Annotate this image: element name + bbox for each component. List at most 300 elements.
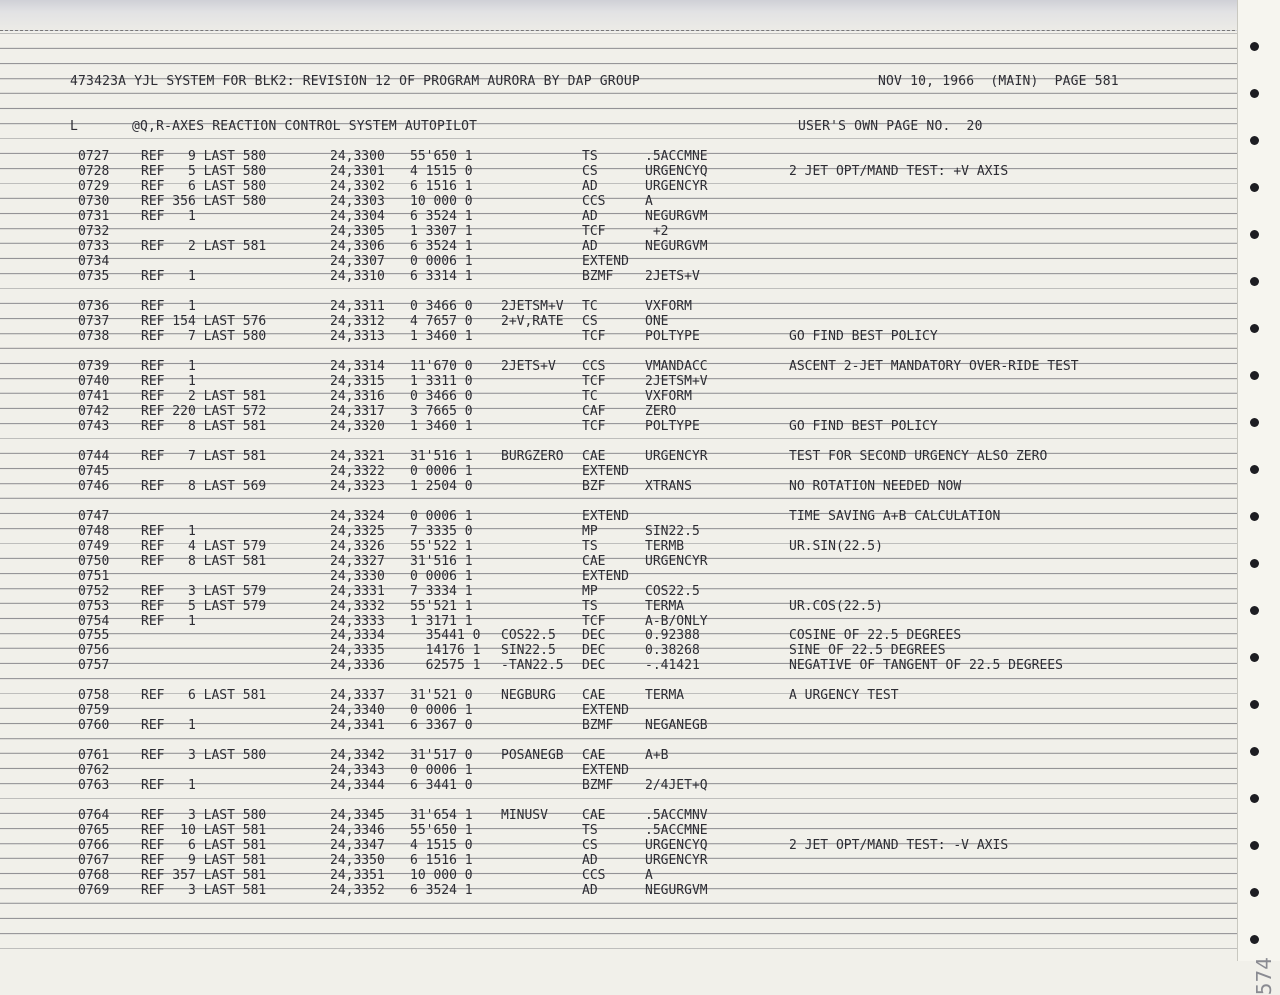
listing-line xyxy=(0,688,1240,703)
comment: TIME SAVING A+B CALCULATION xyxy=(789,509,1001,524)
reference: REF 4 LAST 579 xyxy=(141,539,267,554)
address: 24,3302 xyxy=(330,179,385,194)
operand: ZERO xyxy=(645,404,677,419)
symbol-label: POSANEGB xyxy=(501,748,564,763)
octal-word: 55'650 1 xyxy=(410,823,473,838)
operand: URGENCYQ xyxy=(645,164,708,179)
listing-line xyxy=(0,179,1240,194)
opcode: CS xyxy=(582,838,598,853)
line-number: 0728 xyxy=(78,164,110,179)
opcode: TC xyxy=(582,299,598,314)
feed-hole xyxy=(1250,277,1259,286)
opcode: CAF xyxy=(582,404,606,419)
reference: REF 1 xyxy=(141,374,196,389)
octal-word: 1 3171 1 xyxy=(410,614,473,629)
opcode: TCF xyxy=(582,374,606,389)
address: 24,3332 xyxy=(330,599,385,614)
symbol-label: 2JETS+V xyxy=(501,359,556,374)
listing-line xyxy=(0,763,1240,778)
octal-word: 6 3524 1 xyxy=(410,239,473,254)
comment: A URGENCY TEST xyxy=(789,688,899,703)
comment: COSINE OF 22.5 DEGREES xyxy=(789,628,962,643)
opcode: CS xyxy=(582,314,598,329)
octal-word: 62575 1 xyxy=(410,658,481,673)
page-header-right: NOV 10, 1966 (MAIN) PAGE 581 xyxy=(878,74,1119,89)
listing-line xyxy=(0,584,1240,599)
feed-hole xyxy=(1250,935,1259,944)
octal-word: 1 2504 0 xyxy=(410,479,473,494)
octal-word: 0 0006 1 xyxy=(410,703,473,718)
operand: +2 xyxy=(645,224,669,239)
comment: NO ROTATION NEEDED NOW xyxy=(789,479,962,494)
reference: REF 357 LAST 581 xyxy=(141,868,267,883)
reference: REF 10 LAST 581 xyxy=(141,823,267,838)
listing-line xyxy=(0,748,1240,763)
address: 24,3317 xyxy=(330,404,385,419)
octal-word: 4 7657 0 xyxy=(410,314,473,329)
operand: A-B/ONLY xyxy=(645,614,708,629)
listing-line xyxy=(0,224,1240,239)
feed-hole xyxy=(1250,841,1259,850)
octal-word: 6 3524 1 xyxy=(410,209,473,224)
feed-hole xyxy=(1250,42,1259,51)
address: 24,3341 xyxy=(330,718,385,733)
paper-top-edge xyxy=(0,0,1240,31)
listing-line xyxy=(0,329,1240,344)
feed-hole xyxy=(1250,606,1259,615)
comment: 2 JET OPT/MAND TEST: +V AXIS xyxy=(789,164,1009,179)
opcode: TCF xyxy=(582,329,606,344)
octal-word: 11'670 0 xyxy=(410,359,473,374)
line-number: 0736 xyxy=(78,299,110,314)
feed-hole xyxy=(1250,89,1259,98)
line-number: 0765 xyxy=(78,823,110,838)
listing-line xyxy=(0,643,1240,658)
listing-line xyxy=(0,554,1240,569)
octal-word: 6 3314 1 xyxy=(410,269,473,284)
opcode: CAE xyxy=(582,748,606,763)
reference: REF 6 LAST 580 xyxy=(141,179,267,194)
listing-line xyxy=(0,314,1240,329)
octal-word: 55'522 1 xyxy=(410,539,473,554)
listing-line xyxy=(0,599,1240,614)
octal-word: 31'516 1 xyxy=(410,449,473,464)
listing-line xyxy=(0,718,1240,733)
operand: XTRANS xyxy=(645,479,692,494)
listing-line xyxy=(0,479,1240,494)
feed-hole xyxy=(1250,418,1259,427)
listing-line xyxy=(0,823,1240,838)
feed-hole xyxy=(1250,653,1259,662)
octal-word: 3 7665 0 xyxy=(410,404,473,419)
address: 24,3314 xyxy=(330,359,385,374)
opcode: BZMF xyxy=(582,778,614,793)
opcode: TCF xyxy=(582,224,606,239)
listing-line xyxy=(0,464,1240,479)
line-number: 0758 xyxy=(78,688,110,703)
address: 24,3321 xyxy=(330,449,385,464)
reference: REF 7 LAST 581 xyxy=(141,449,267,464)
operand: POLTYPE xyxy=(645,329,700,344)
address: 24,3330 xyxy=(330,569,385,584)
opcode: TCF xyxy=(582,419,606,434)
symbol-label: 2JETSM+V xyxy=(501,299,564,314)
listing-line xyxy=(0,374,1240,389)
reference: REF 6 LAST 581 xyxy=(141,838,267,853)
listing-line xyxy=(0,209,1240,224)
section-title: @Q,R-AXES REACTION CONTROL SYSTEM AUTOPILOT xyxy=(132,119,478,134)
opcode: DEC xyxy=(582,658,606,673)
line-number: 0733 xyxy=(78,239,110,254)
opcode: AD xyxy=(582,179,598,194)
line-number: 0760 xyxy=(78,718,110,733)
octal-word: 0 0006 1 xyxy=(410,509,473,524)
line-number: 0759 xyxy=(78,703,110,718)
octal-word: 0 0006 1 xyxy=(410,464,473,479)
line-number: 0740 xyxy=(78,374,110,389)
address: 24,3345 xyxy=(330,808,385,823)
operand: NEGURGVM xyxy=(645,209,708,224)
comment: UR.SIN(22.5) xyxy=(789,539,883,554)
address: 24,3343 xyxy=(330,763,385,778)
address: 24,3340 xyxy=(330,703,385,718)
operand: TERMA xyxy=(645,688,685,703)
reference: REF 3 LAST 581 xyxy=(141,883,267,898)
operand: 2/4JET+Q xyxy=(645,778,708,793)
listing-line xyxy=(0,853,1240,868)
address: 24,3346 xyxy=(330,823,385,838)
reference: REF 1 xyxy=(141,778,196,793)
reference: REF 1 xyxy=(141,718,196,733)
operand: 0.92388 xyxy=(645,628,700,643)
opcode: BZMF xyxy=(582,718,614,733)
octal-word: 31'516 1 xyxy=(410,554,473,569)
address: 24,3305 xyxy=(330,224,385,239)
line-number: 0756 xyxy=(78,643,110,658)
address: 24,3337 xyxy=(330,688,385,703)
opcode: TS xyxy=(582,149,598,164)
operand: VMANDACC xyxy=(645,359,708,374)
opcode: CCS xyxy=(582,868,606,883)
line-number: 0743 xyxy=(78,419,110,434)
opcode: MP xyxy=(582,524,598,539)
operand: NEGURGVM xyxy=(645,239,708,254)
listing-line xyxy=(0,449,1240,464)
line-number: 0747 xyxy=(78,509,110,524)
address: 24,3335 xyxy=(330,643,385,658)
octal-word: 4 1515 0 xyxy=(410,164,473,179)
address: 24,3331 xyxy=(330,584,385,599)
reference: REF 5 LAST 580 xyxy=(141,164,267,179)
opcode: CAE xyxy=(582,688,606,703)
address: 24,3320 xyxy=(330,419,385,434)
feed-hole xyxy=(1250,700,1259,709)
reference: REF 356 LAST 580 xyxy=(141,194,267,209)
address: 24,3326 xyxy=(330,539,385,554)
line-number: 0751 xyxy=(78,569,110,584)
comment: SINE OF 22.5 DEGREES xyxy=(789,643,946,658)
tractor-feed-strip xyxy=(1237,0,1280,995)
operand: .5ACCMNV xyxy=(645,808,708,823)
listing-line xyxy=(0,658,1240,673)
address: 24,3347 xyxy=(330,838,385,853)
opcode: TC xyxy=(582,389,598,404)
reference: REF 1 xyxy=(141,614,196,629)
octal-word: 1 3311 0 xyxy=(410,374,473,389)
listing-line xyxy=(0,883,1240,898)
octal-word: 0 0006 1 xyxy=(410,254,473,269)
listing-line xyxy=(0,164,1240,179)
feed-hole xyxy=(1250,371,1259,380)
address: 24,3312 xyxy=(330,314,385,329)
octal-word: 31'517 0 xyxy=(410,748,473,763)
opcode: CAE xyxy=(582,808,606,823)
section-marker: L xyxy=(70,119,79,134)
listing-line xyxy=(0,239,1240,254)
symbol-label: SIN22.5 xyxy=(501,643,556,658)
octal-word: 10 000 0 xyxy=(410,194,473,209)
listing-line xyxy=(0,269,1240,284)
symbol-label: NEGBURG xyxy=(501,688,556,703)
operand: URGENCYR xyxy=(645,449,708,464)
operand: TERMA xyxy=(645,599,685,614)
address: 24,3307 xyxy=(330,254,385,269)
address: 24,3327 xyxy=(330,554,385,569)
feed-hole xyxy=(1250,324,1259,333)
operand: VXFORM xyxy=(645,389,692,404)
comment: NEGATIVE OF TANGENT OF 22.5 DEGREES xyxy=(789,658,1063,673)
octal-word: 4 1515 0 xyxy=(410,838,473,853)
opcode: AD xyxy=(582,853,598,868)
operand: URGENCYR xyxy=(645,853,708,868)
listing-line xyxy=(0,404,1240,419)
opcode: TCF xyxy=(582,614,606,629)
octal-word: 55'521 1 xyxy=(410,599,473,614)
line-number: 0737 xyxy=(78,314,110,329)
address: 24,3304 xyxy=(330,209,385,224)
address: 24,3300 xyxy=(330,149,385,164)
symbol-label: COS22.5 xyxy=(501,628,556,643)
opcode: CAE xyxy=(582,449,606,464)
opcode: MP xyxy=(582,584,598,599)
listing-line xyxy=(0,419,1240,434)
reference: REF 1 xyxy=(141,524,196,539)
octal-word: 6 3524 1 xyxy=(410,883,473,898)
line-number: 0755 xyxy=(78,628,110,643)
opcode: TS xyxy=(582,539,598,554)
symbol-label: BURGZERO xyxy=(501,449,564,464)
address: 24,3313 xyxy=(330,329,385,344)
octal-word: 55'650 1 xyxy=(410,149,473,164)
feed-hole xyxy=(1250,559,1259,568)
line-number: 0735 xyxy=(78,269,110,284)
listing-line xyxy=(0,149,1240,164)
operand: ONE xyxy=(645,314,669,329)
reference: REF 1 xyxy=(141,359,196,374)
reference: REF 7 LAST 580 xyxy=(141,329,267,344)
listing-line xyxy=(0,808,1240,823)
operand: COS22.5 xyxy=(645,584,700,599)
address: 24,3306 xyxy=(330,239,385,254)
line-number: 0734 xyxy=(78,254,110,269)
address: 24,3301 xyxy=(330,164,385,179)
line-number: 0762 xyxy=(78,763,110,778)
opcode: CCS xyxy=(582,359,606,374)
comment: 2 JET OPT/MAND TEST: -V AXIS xyxy=(789,838,1009,853)
reference: REF 220 LAST 572 xyxy=(141,404,267,419)
opcode: EXTEND xyxy=(582,509,629,524)
listing-line xyxy=(0,778,1240,793)
page-header-left: 473423A YJL SYSTEM FOR BLK2: REVISION 12 OF PROGRAM AURORA BY DAP GROUP xyxy=(70,74,640,89)
address: 24,3316 xyxy=(330,389,385,404)
opcode: AD xyxy=(582,209,598,224)
line-number: 0727 xyxy=(78,149,110,164)
reference: REF 3 LAST 580 xyxy=(141,748,267,763)
operand: SIN22.5 xyxy=(645,524,700,539)
opcode: BZMF xyxy=(582,269,614,284)
reference: REF 3 LAST 580 xyxy=(141,808,267,823)
reference: REF 2 LAST 581 xyxy=(141,239,267,254)
octal-word: 6 1516 1 xyxy=(410,853,473,868)
line-number: 0757 xyxy=(78,658,110,673)
symbol-label: MINUSV xyxy=(501,808,548,823)
line-number: 0731 xyxy=(78,209,110,224)
address: 24,3323 xyxy=(330,479,385,494)
opcode: AD xyxy=(582,239,598,254)
address: 24,3342 xyxy=(330,748,385,763)
operand: NEGURGVM xyxy=(645,883,708,898)
address: 24,3350 xyxy=(330,853,385,868)
line-number: 0767 xyxy=(78,853,110,868)
comment: TEST FOR SECOND URGENCY ALSO ZERO xyxy=(789,449,1048,464)
reference: REF 1 xyxy=(141,299,196,314)
symbol-label: 2+V,RATE xyxy=(501,314,564,329)
line-number: 0742 xyxy=(78,404,110,419)
feed-hole xyxy=(1250,747,1259,756)
listing-line xyxy=(0,614,1240,629)
line-number: 0729 xyxy=(78,179,110,194)
octal-word: 0 0006 1 xyxy=(410,569,473,584)
reference: REF 6 LAST 581 xyxy=(141,688,267,703)
opcode: EXTEND xyxy=(582,763,629,778)
operand: A xyxy=(645,194,653,209)
address: 24,3352 xyxy=(330,883,385,898)
line-number: 0749 xyxy=(78,539,110,554)
comment: ASCENT 2-JET MANDATORY OVER-RIDE TEST xyxy=(789,359,1079,374)
feed-hole xyxy=(1250,183,1259,192)
opcode: DEC xyxy=(582,628,606,643)
opcode: TS xyxy=(582,823,598,838)
line-number: 0763 xyxy=(78,778,110,793)
feed-hole xyxy=(1250,512,1259,521)
listing-line xyxy=(0,628,1240,643)
reference: REF 8 LAST 569 xyxy=(141,479,267,494)
address: 24,3333 xyxy=(330,614,385,629)
line-number: 0744 xyxy=(78,449,110,464)
reference: REF 1 xyxy=(141,269,196,284)
line-number: 0766 xyxy=(78,838,110,853)
octal-word: 10 000 0 xyxy=(410,868,473,883)
user-page-number: USER'S OWN PAGE NO. 20 xyxy=(798,119,983,134)
opcode: TS xyxy=(582,599,598,614)
listing-line xyxy=(0,524,1240,539)
address: 24,3334 xyxy=(330,628,385,643)
octal-word: 6 3441 0 xyxy=(410,778,473,793)
octal-word: 31'521 0 xyxy=(410,688,473,703)
opcode: CS xyxy=(582,164,598,179)
listing-line xyxy=(0,509,1240,524)
octal-word: 7 3335 0 xyxy=(410,524,473,539)
operand: .5ACCMNE xyxy=(645,823,708,838)
operand: -.41421 xyxy=(645,658,700,673)
opcode: EXTEND xyxy=(582,464,629,479)
feed-hole xyxy=(1250,136,1259,145)
line-number: 0746 xyxy=(78,479,110,494)
line-number: 0748 xyxy=(78,524,110,539)
line-number: 0754 xyxy=(78,614,110,629)
reference: REF 9 LAST 581 xyxy=(141,853,267,868)
address: 24,3324 xyxy=(330,509,385,524)
opcode: AD xyxy=(582,883,598,898)
feed-hole xyxy=(1250,794,1259,803)
address: 24,3344 xyxy=(330,778,385,793)
listing-line xyxy=(0,254,1240,269)
listing-line xyxy=(0,359,1240,374)
address: 24,3322 xyxy=(330,464,385,479)
operand: POLTYPE xyxy=(645,419,700,434)
line-number: 0764 xyxy=(78,808,110,823)
line-number: 0750 xyxy=(78,554,110,569)
listing-line xyxy=(0,299,1240,314)
octal-word: 0 0006 1 xyxy=(410,763,473,778)
line-number: 0730 xyxy=(78,194,110,209)
reference: REF 1 xyxy=(141,209,196,224)
address: 24,3315 xyxy=(330,374,385,389)
operand: 0.38268 xyxy=(645,643,700,658)
operand: A+B xyxy=(645,748,669,763)
opcode: EXTEND xyxy=(582,703,629,718)
operand: URGENCYQ xyxy=(645,838,708,853)
line-number: 0745 xyxy=(78,464,110,479)
reference: REF 9 LAST 580 xyxy=(141,149,267,164)
line-number: 0741 xyxy=(78,389,110,404)
opcode: EXTEND xyxy=(582,569,629,584)
octal-word: 0 3466 0 xyxy=(410,389,473,404)
line-number: 0752 xyxy=(78,584,110,599)
line-number: 0768 xyxy=(78,868,110,883)
line-number: 0761 xyxy=(78,748,110,763)
listing-line xyxy=(0,194,1240,209)
comment: UR.COS(22.5) xyxy=(789,599,883,614)
operand: NEGANEGB xyxy=(645,718,708,733)
octal-word: 1 3307 1 xyxy=(410,224,473,239)
octal-word: 6 3367 0 xyxy=(410,718,473,733)
listing-line xyxy=(0,838,1240,853)
reference: REF 3 LAST 579 xyxy=(141,584,267,599)
opcode: CCS xyxy=(582,194,606,209)
address: 24,3310 xyxy=(330,269,385,284)
address: 24,3303 xyxy=(330,194,385,209)
reference: REF 5 LAST 579 xyxy=(141,599,267,614)
operand: VXFORM xyxy=(645,299,692,314)
operand: A xyxy=(645,868,653,883)
line-number: 0753 xyxy=(78,599,110,614)
reference: REF 2 LAST 581 xyxy=(141,389,267,404)
operand: URGENCYR xyxy=(645,179,708,194)
line-number: 0732 xyxy=(78,224,110,239)
listing-line xyxy=(0,389,1240,404)
listing-line xyxy=(0,569,1240,584)
